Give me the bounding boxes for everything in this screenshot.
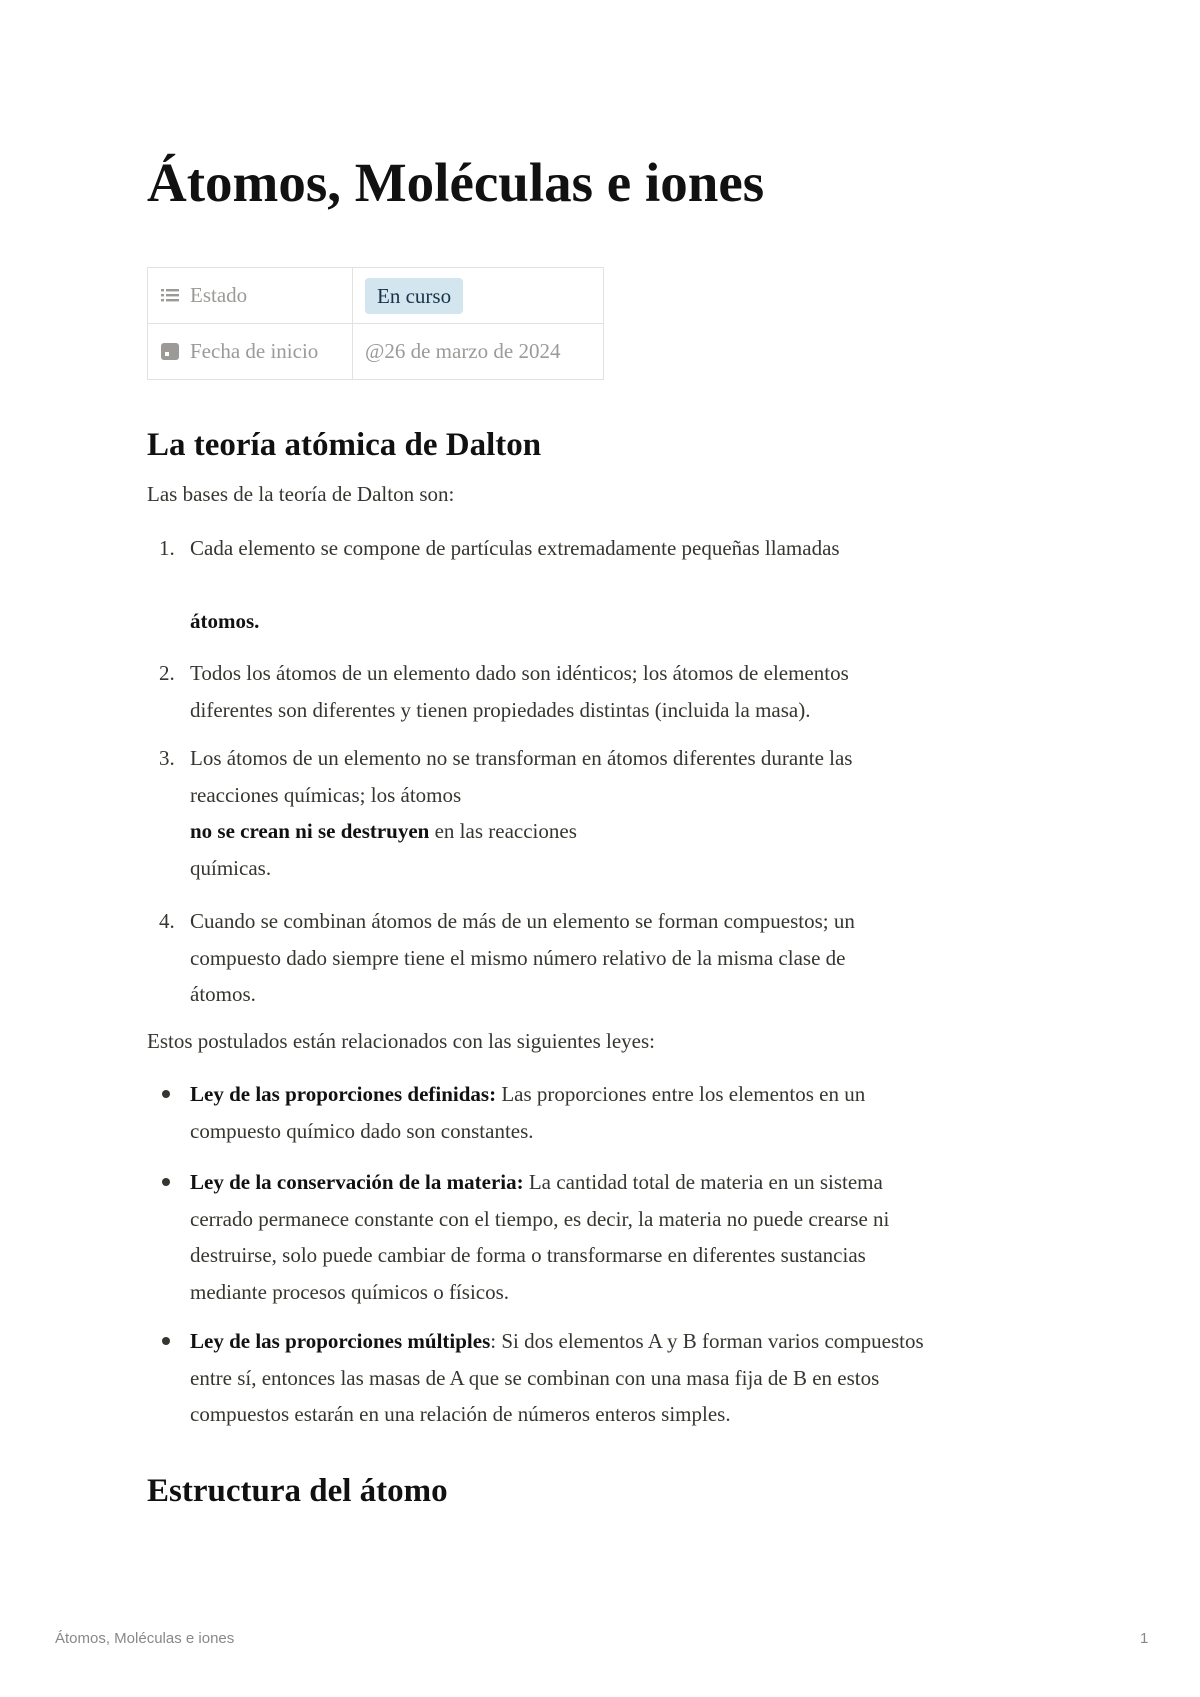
- status-badge[interactable]: En curso: [365, 278, 463, 314]
- bold-term: átomos.: [190, 608, 260, 633]
- list-item: [147, 740, 1047, 886]
- list-item: [147, 1323, 1047, 1433]
- list-text: químicas.: [190, 855, 272, 880]
- property-row-start-date: [148, 324, 604, 380]
- property-key: [148, 268, 353, 324]
- list-text: Cuando se combinan átomos de más de un elemento se forman compuestos; un: [190, 909, 855, 933]
- property-row-status: [148, 268, 604, 324]
- list-text: reacciones químicas; los átomos: [190, 782, 462, 807]
- law-term: Ley de las proporciones definidas:: [190, 1082, 497, 1106]
- calendar-icon: [160, 341, 180, 361]
- page-title: Átomos, Moléculas e iones: [147, 152, 765, 213]
- section-heading-atom-structure: Estructura del átomo: [147, 1473, 448, 1509]
- list-number: 4.: [159, 909, 175, 933]
- list-item: [147, 903, 1047, 1013]
- law-term: Ley de las proporciones múltiples: [190, 1329, 491, 1353]
- list-number: 1.: [159, 536, 175, 560]
- bold-term: no se crean ni se destruyen: [190, 819, 430, 843]
- property-label: Fecha de inicio: [190, 339, 319, 363]
- intro-paragraph: Las bases de la teoría de Dalton son:: [147, 482, 455, 506]
- properties-table: [147, 267, 604, 380]
- list-number: 3.: [159, 746, 175, 770]
- laws-intro-paragraph: Estos postulados están relacionados con las siguientes leyes:: [147, 1029, 655, 1053]
- list-text: : Si dos elementos A y B forman varios compuestos: [490, 1329, 924, 1353]
- list-icon: [160, 285, 180, 305]
- law-term: Ley de la conservación de la materia:: [190, 1170, 524, 1194]
- list-text: Las proporciones entre los elementos en un: [496, 1082, 866, 1106]
- list-item: [147, 530, 1047, 639]
- list-text: Todos los átomos de un elemento dado son idénticos; los átomos de elementos: [190, 661, 849, 685]
- list-text: átomos.: [190, 982, 256, 1006]
- list-text: compuesto químico dado son constantes.: [190, 1118, 534, 1143]
- list-text: Cada elemento se compone de partículas extremadamente pequeñas llamadas: [190, 536, 840, 560]
- list-text: compuesto dado siempre tiene el mismo número relativo de la misma clase de: [190, 945, 846, 970]
- property-value[interactable]: [353, 268, 604, 324]
- footer-page-number: 1: [1140, 1630, 1149, 1647]
- start-date-value[interactable]: @26 de marzo de 2024: [365, 339, 561, 363]
- list-item: [147, 1076, 1047, 1149]
- list-text: compuestos estarán en una relación de números enteros simples.: [190, 1402, 731, 1426]
- bullet: [162, 1090, 170, 1098]
- list-item: [147, 1164, 1047, 1310]
- list-text: en las reacciones: [429, 819, 577, 843]
- list-item: [147, 655, 1047, 728]
- property-label: Estado: [190, 283, 248, 307]
- list-text: mediante procesos químicos o físicos.: [190, 1279, 510, 1304]
- footer-title: Átomos, Moléculas e iones: [55, 1630, 235, 1647]
- bullet: [162, 1337, 170, 1345]
- property-value[interactable]: [353, 324, 604, 380]
- section-heading-dalton: La teoría atómica de Dalton: [147, 427, 542, 463]
- bullet: [162, 1178, 170, 1186]
- list-text: destruirse, solo puede cambiar de forma o transformarse en diferentes sustancias: [190, 1243, 866, 1267]
- list-number: 2.: [159, 661, 175, 685]
- list-text: entre sí, entonces las masas de A que se combinan con una masa fija de B en estos: [190, 1365, 880, 1390]
- property-key: [148, 324, 353, 380]
- list-text: diferentes son diferentes y tienen propiedades distintas (incluida la masa).: [190, 697, 811, 722]
- list-text: Los átomos de un elemento no se transforman en átomos diferentes durante las: [190, 746, 853, 770]
- list-text: cerrado permanece constante con el tiempo, es decir, la materia no puede crearse ni: [190, 1206, 890, 1231]
- list-text: La cantidad total de materia en un sistema: [523, 1170, 883, 1194]
